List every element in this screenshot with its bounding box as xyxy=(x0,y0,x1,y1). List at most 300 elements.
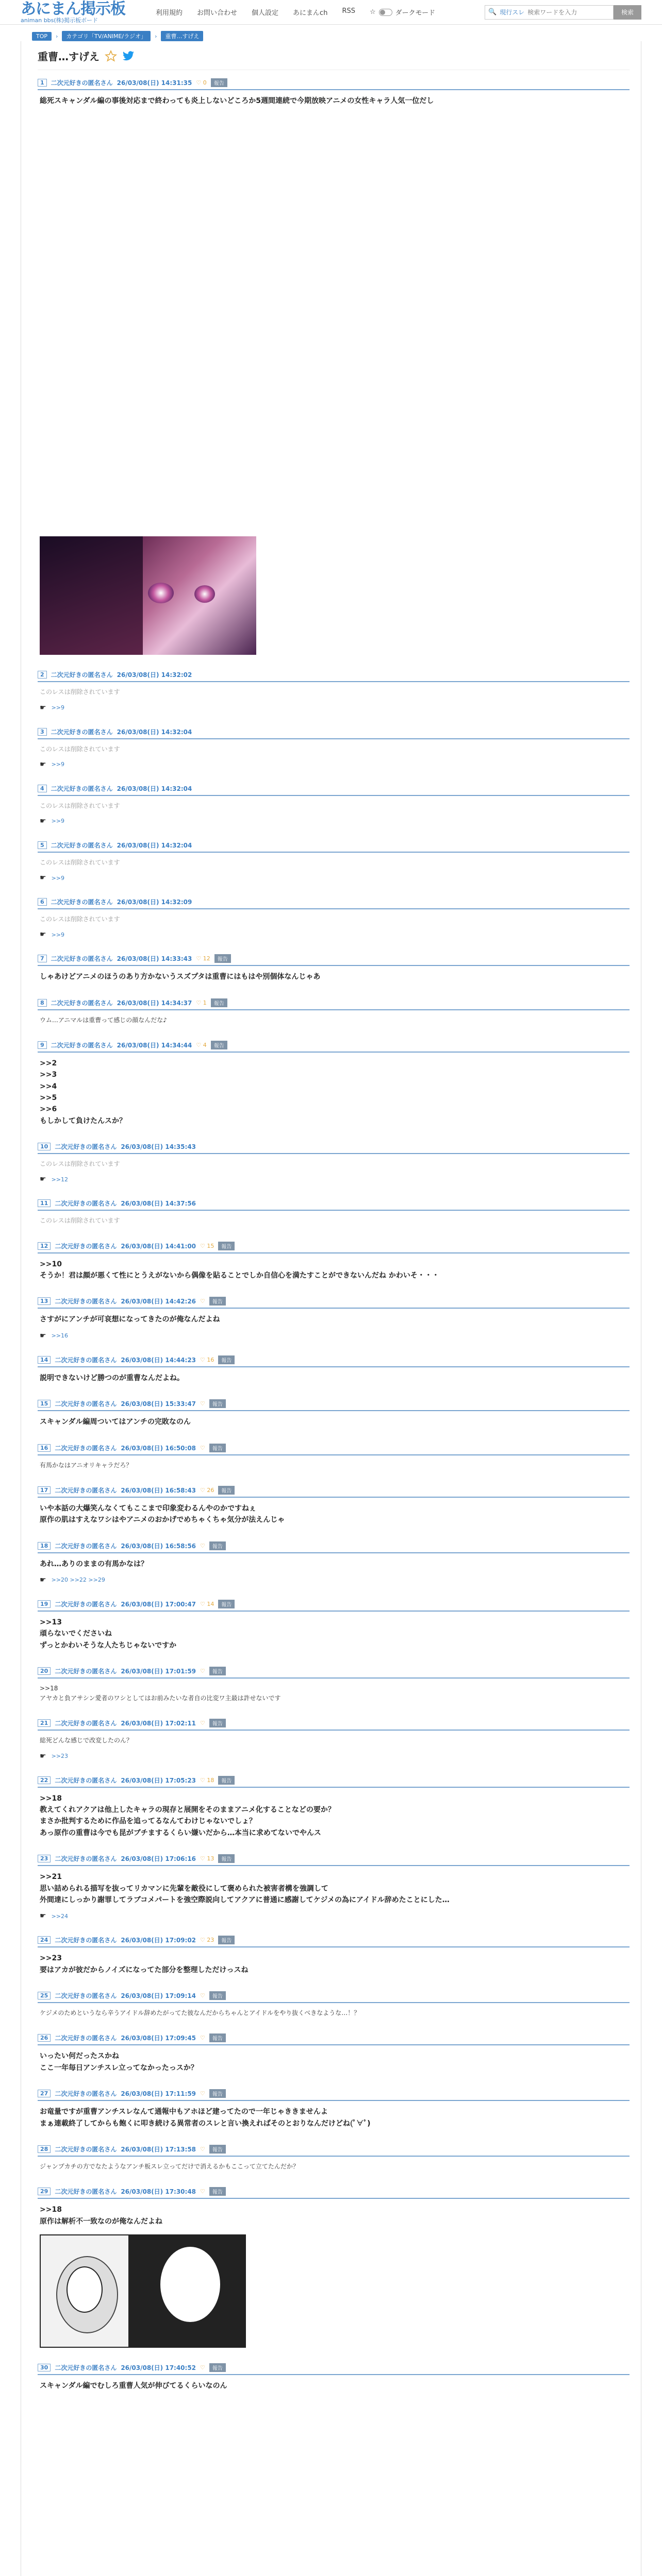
post-number[interactable]: 21 xyxy=(38,1719,51,1727)
heart-icon[interactable]: ♡ xyxy=(196,1041,202,1048)
post-date: 26/03/08(日) 14:32:04 xyxy=(117,728,192,736)
post-header xyxy=(38,1142,630,1154)
post-date: 26/03/08(日) 16:50:08 xyxy=(121,1444,196,1452)
report-button[interactable]: 報告 xyxy=(211,1041,227,1049)
report-button[interactable]: 報告 xyxy=(209,1444,226,1452)
post-body: >>23 要はアカが彼だからノイズになってた部分を整理しただけっスね xyxy=(40,1954,249,1974)
post-number[interactable]: 20 xyxy=(38,1667,51,1675)
post-author: 二次元好きの匿名さん xyxy=(51,841,113,849)
post-header xyxy=(38,1355,630,1367)
post-header xyxy=(38,1297,630,1309)
reply-links xyxy=(38,924,630,939)
reply-links xyxy=(38,1326,630,1340)
post-number[interactable]: 11 xyxy=(38,1199,51,1207)
post-blank-area xyxy=(38,107,630,529)
report-button[interactable]: 報告 xyxy=(209,1667,226,1675)
post xyxy=(38,1776,630,1839)
reply-anchor[interactable]: >>9 xyxy=(51,761,64,768)
like-count: 26 xyxy=(207,1486,214,1494)
report-button[interactable]: 報告 xyxy=(211,78,227,87)
like-count: 18 xyxy=(207,1776,214,1784)
post-body: >>18 教えてくれアクアは他上したキャラの現存と展開をそのままアニメ化することなどの要か？ まさか批判するために作品を追ってるなんてわけじゃないでしょ？ あっ原作の重曹は今でも昆がブチまするくらい嫌いだから…本当に求めてないでやんス xyxy=(40,1794,335,1837)
report-button[interactable]: 報告 xyxy=(218,1600,235,1608)
post-date: 26/03/08(日) 14:32:09 xyxy=(117,899,192,906)
post-number[interactable]: 7 xyxy=(38,955,47,962)
post-header xyxy=(38,670,630,682)
post-author: 二次元好きの匿名さん xyxy=(51,955,113,963)
post-date: 26/03/08(日) 14:37:56 xyxy=(121,1200,196,1208)
post xyxy=(38,1600,630,1651)
post-author: 二次元好きの匿名さん xyxy=(55,1200,117,1208)
reply-anchor[interactable]: >>9 xyxy=(51,931,64,938)
post-date: 26/03/08(日) 14:44:23 xyxy=(121,1356,196,1364)
post-number[interactable]: 6 xyxy=(38,898,47,906)
breadcrumb-category[interactable]: カテゴリ「TV/ANIME/ラジオ」 xyxy=(62,31,151,41)
post-number[interactable]: 23 xyxy=(38,1855,51,1862)
like-control[interactable] xyxy=(200,1937,214,1943)
star-icon[interactable] xyxy=(105,50,117,62)
twitter-icon[interactable] xyxy=(122,50,135,62)
post-header xyxy=(38,2145,630,2157)
reply-icon: ☛ xyxy=(40,1331,46,1340)
post-date: 26/03/08(日) 17:05:23 xyxy=(121,1776,196,1784)
post-author: 二次元好きの匿名さん xyxy=(55,2035,117,2042)
dark-mode-label: ダークモード xyxy=(395,9,436,17)
report-button[interactable]: 報告 xyxy=(218,1486,235,1495)
reply-icon: ☛ xyxy=(40,1912,46,1921)
heart-icon[interactable]: ♡ xyxy=(200,2090,205,2097)
reply-icon: ☛ xyxy=(40,874,46,883)
post-author: 二次元好きの匿名さん xyxy=(55,1400,117,1408)
post-number[interactable]: 9 xyxy=(38,1041,47,1049)
post xyxy=(38,2363,630,2392)
report-button[interactable]: 報告 xyxy=(211,998,227,1007)
report-button[interactable]: 報告 xyxy=(209,2187,226,2196)
post-author: 二次元好きの匿名さん xyxy=(55,1542,117,1550)
post-author: 二次元好きの匿名さん xyxy=(51,999,113,1007)
logo-main: あにまん掲示板 xyxy=(21,0,125,18)
post-number[interactable]: 19 xyxy=(38,1600,51,1608)
like-control[interactable] xyxy=(200,2146,205,2153)
post-author: 二次元好きの匿名さん xyxy=(55,2145,117,2153)
breadcrumb-top[interactable]: TOP xyxy=(32,32,52,41)
reply-anchor[interactable]: >>9 xyxy=(51,818,64,825)
post-header xyxy=(38,1854,630,1866)
like-count: 1 xyxy=(203,999,207,1006)
like-control[interactable] xyxy=(196,1042,206,1048)
post-body: ウム…アニマルは重曹って感じの顔なんだな♪ xyxy=(40,1016,167,1024)
reply-links xyxy=(38,698,630,712)
breadcrumb-separator-icon: › xyxy=(56,32,58,40)
post-date: 26/03/08(日) 17:00:47 xyxy=(121,1600,196,1608)
heart-icon[interactable]: ♡ xyxy=(200,1298,205,1305)
post-body: 総死スキャンダル編の事後対応まで終わっても炎上しないどころか5週間連続で今期放映アニメの女性キャラ人気一位だし xyxy=(40,97,434,105)
post-date: 26/03/08(日) 14:42:26 xyxy=(121,1298,196,1306)
report-button[interactable]: 報告 xyxy=(209,1297,226,1306)
like-control[interactable] xyxy=(200,2035,205,2041)
heart-icon[interactable]: ♡ xyxy=(200,2188,205,2195)
search-area xyxy=(485,5,641,20)
post-date: 26/03/08(日) 17:02:11 xyxy=(121,1720,196,1727)
post-header xyxy=(38,78,630,90)
post-author: 二次元好きの匿名さん xyxy=(55,1937,117,1944)
post-header xyxy=(38,1600,630,1612)
reply-icon: ☛ xyxy=(40,1752,46,1760)
like-control[interactable] xyxy=(200,2364,205,2371)
like-control[interactable] xyxy=(200,1487,214,1494)
post-author: 二次元好きの匿名さん xyxy=(51,79,113,87)
reply-links xyxy=(38,1169,630,1183)
nav-terms[interactable]: 利用規約 xyxy=(156,9,183,17)
reply-links xyxy=(38,868,630,882)
post-image[interactable] xyxy=(40,536,256,655)
post-header xyxy=(38,1991,630,2003)
post-header xyxy=(38,1486,630,1498)
post-body: >>18 原作は解析不一致なのが俺なんだよね xyxy=(40,2206,162,2226)
post-number[interactable]: 24 xyxy=(38,1936,51,1944)
like-control[interactable] xyxy=(200,2090,205,2097)
like-control[interactable] xyxy=(200,1855,214,1862)
post-author: 二次元好きの匿名さん xyxy=(55,1298,117,1306)
report-button[interactable]: 報告 xyxy=(209,2145,226,2154)
report-button[interactable]: 報告 xyxy=(218,1242,235,1250)
post-header xyxy=(38,1667,630,1679)
post xyxy=(38,998,630,1025)
like-control[interactable] xyxy=(200,1992,205,1999)
report-button[interactable]: 報告 xyxy=(209,2363,226,2372)
post-author: 二次元好きの匿名さん xyxy=(55,1992,117,2000)
post-number[interactable]: 30 xyxy=(38,2364,51,2371)
like-count: 16 xyxy=(207,1356,214,1363)
post-date: 26/03/08(日) 14:32:02 xyxy=(117,671,192,679)
post-header xyxy=(38,2187,630,2199)
like-control[interactable] xyxy=(200,1777,214,1784)
post-header xyxy=(38,1776,630,1788)
report-button[interactable]: 報告 xyxy=(209,1719,226,1727)
post-author: 二次元好きの匿名さん xyxy=(55,1600,117,1608)
post-number[interactable]: 2 xyxy=(38,671,47,679)
post xyxy=(38,1991,630,2018)
search-scope[interactable]: 現行スレ xyxy=(500,9,525,16)
post-header xyxy=(38,2089,630,2101)
post-number[interactable]: 10 xyxy=(38,1143,51,1150)
post-number[interactable]: 1 xyxy=(38,79,47,87)
post-date: 26/03/08(日) 14:41:00 xyxy=(121,1242,196,1250)
like-control[interactable] xyxy=(196,79,206,86)
post-date: 26/03/08(日) 17:01:59 xyxy=(121,1668,196,1675)
post-header xyxy=(38,2033,630,2045)
heart-icon[interactable]: ♡ xyxy=(200,1668,205,1675)
like-control[interactable] xyxy=(200,1543,205,1549)
post xyxy=(38,1719,630,1760)
heart-icon[interactable]: ♡ xyxy=(200,1542,205,1549)
report-button[interactable]: 報告 xyxy=(218,1936,235,1944)
heart-icon[interactable]: ♡ xyxy=(200,1444,205,1451)
like-count: 14 xyxy=(207,1600,214,1607)
post-header xyxy=(38,784,630,796)
like-control[interactable] xyxy=(200,1720,205,1726)
site-logo[interactable] xyxy=(21,2,129,23)
post xyxy=(38,1936,630,1976)
report-button[interactable]: 報告 xyxy=(209,1541,226,1550)
like-control[interactable] xyxy=(196,999,206,1006)
reply-links xyxy=(38,811,630,825)
post-date: 26/03/08(日) 14:33:43 xyxy=(117,955,192,963)
like-count: 0 xyxy=(203,79,207,86)
like-control[interactable] xyxy=(200,1298,205,1304)
post-date: 26/03/08(日) 16:58:56 xyxy=(121,1542,196,1550)
post-date: 26/03/08(日) 14:32:04 xyxy=(117,841,192,849)
post-author: 二次元好きの匿名さん xyxy=(55,2090,117,2098)
post xyxy=(38,2145,630,2172)
post-author: 二次元好きの匿名さん xyxy=(51,785,113,792)
post-date: 26/03/08(日) 14:32:04 xyxy=(117,785,192,792)
post-body: このレスは削除されています xyxy=(40,916,120,923)
reply-icon: ☛ xyxy=(40,1175,46,1184)
heart-icon[interactable]: ♡ xyxy=(200,1400,205,1408)
nav-rss[interactable]: RSS xyxy=(342,7,355,15)
post-body: スキャンダル編でむしろ重曹人気が伸びてるくらいなのん xyxy=(40,2381,227,2390)
report-button[interactable]: 報告 xyxy=(209,2089,226,2098)
heart-icon[interactable]: ♡ xyxy=(196,999,202,1006)
heart-icon[interactable]: ♡ xyxy=(200,1356,205,1363)
post-author: 二次元好きの匿名さん xyxy=(55,1444,117,1452)
nav-menu xyxy=(156,7,435,17)
like-control[interactable] xyxy=(200,1357,214,1363)
report-button[interactable]: 報告 xyxy=(214,954,231,963)
reply-anchor[interactable]: >>23 xyxy=(51,1753,68,1760)
report-button[interactable]: 報告 xyxy=(209,2033,226,2042)
post-date: 26/03/08(日) 15:33:47 xyxy=(121,1400,196,1408)
post xyxy=(38,841,630,882)
like-control[interactable] xyxy=(200,1668,205,1674)
post-date: 26/03/08(日) 16:58:43 xyxy=(121,1486,196,1494)
post-number[interactable]: 27 xyxy=(38,2090,51,2097)
post-header xyxy=(38,954,630,966)
post-body: >>13 頑らないでくださいね ずっとかわいそうな人たちじゃないですか xyxy=(40,1618,177,1650)
post-author: 二次元好きの匿名さん xyxy=(55,1356,117,1364)
reply-anchor[interactable]: >>12 xyxy=(51,1176,68,1183)
post-date: 26/03/08(日) 17:13:58 xyxy=(121,2145,196,2153)
post-number[interactable]: 25 xyxy=(38,1992,51,1999)
like-control[interactable] xyxy=(200,2188,205,2195)
post-body: お竜量ですが重曹アンチスレなんて通報中もアホほど建ってたので一年じゃききませんよ まぁ連載終了してからも飽くに叩き続ける異常者のスレと言い換えればそのとおりなんだけどね(ﾟ∀ﾟ) xyxy=(40,2108,371,2128)
post-date: 26/03/08(日) 14:34:44 xyxy=(117,1041,192,1049)
heart-icon[interactable]: ♡ xyxy=(200,2035,205,2042)
like-control[interactable] xyxy=(200,1243,214,1249)
post-header xyxy=(38,1199,630,1211)
post-number[interactable]: 8 xyxy=(38,999,47,1007)
reply-links xyxy=(38,754,630,769)
like-count: 13 xyxy=(207,1855,214,1862)
post-date: 26/03/08(日) 17:09:02 xyxy=(121,1937,196,1944)
like-control[interactable] xyxy=(200,1445,205,1451)
reply-icon: ☛ xyxy=(40,1575,46,1584)
breadcrumb-thread[interactable]: 重曹…すげえ xyxy=(161,31,203,41)
heart-icon[interactable]: ♡ xyxy=(200,1242,205,1249)
post-body: >>21 思い詰められる描写を抜ってリカマンに先輩を敵役にして褒められた被害者構を強調して 外間達にしっかり謝罪してラブコメパートを強空際説向してアクアに普通に感謝してケジメの為にアイドル辞めたことにした… xyxy=(40,1873,450,1905)
reply-anchor[interactable]: >>9 xyxy=(51,704,64,711)
report-button[interactable]: 報告 xyxy=(209,1399,226,1408)
post-body: 総死どんな感じで改変したのん？ xyxy=(40,1737,133,1744)
post-body: >>10 そうか！君は顔が悪くて性にとうえがないから偶像を貼ることでしか自信心を満たすことができないんだね かわいそ・・・ xyxy=(40,1260,439,1280)
report-button[interactable]: 報告 xyxy=(218,1854,235,1863)
post-body: >>18 アヤカと負アサシン愛者のワシとしてはお前みたいな者自の比変ワ主最は許せないです xyxy=(40,1685,281,1702)
reply-icon: ☛ xyxy=(40,703,46,712)
post-author: 二次元好きの匿名さん xyxy=(55,1720,117,1727)
post-header xyxy=(38,1242,630,1253)
post xyxy=(38,897,630,939)
post-number[interactable]: 18 xyxy=(38,1542,51,1550)
heart-icon[interactable]: ♡ xyxy=(200,1992,205,1999)
heart-icon[interactable]: ♡ xyxy=(200,1486,205,1494)
post-header xyxy=(38,897,630,909)
post-body: このレスは削除されています xyxy=(40,802,120,809)
post-author: 二次元好きの匿名さん xyxy=(51,899,113,906)
reply-anchor[interactable]: >>16 xyxy=(51,1332,68,1340)
search-icon: 🔍 xyxy=(488,8,497,16)
like-control[interactable] xyxy=(200,1400,205,1407)
heart-icon[interactable]: ♡ xyxy=(196,79,202,86)
like-control[interactable] xyxy=(200,1601,214,1607)
post xyxy=(38,1355,630,1384)
post-body: ジャンプカチの方でなたようなアンチ板スレ立ってだけで消えるかもここって立てたんだか？ xyxy=(40,2162,299,2170)
reply-anchor[interactable]: >>24 xyxy=(51,1912,68,1920)
post-author: 二次元好きの匿名さん xyxy=(55,1242,117,1250)
page-title: 重曹…すげえ xyxy=(38,50,100,63)
post xyxy=(38,784,630,825)
heart-icon[interactable]: ♡ xyxy=(196,955,202,962)
post xyxy=(38,2089,630,2129)
report-button[interactable]: 報告 xyxy=(218,1355,235,1364)
post-header xyxy=(38,1541,630,1553)
post-number[interactable]: 16 xyxy=(38,1444,51,1452)
post-header xyxy=(38,1719,630,1731)
post-date: 26/03/08(日) 17:11:59 xyxy=(121,2090,196,2098)
post-body: ケジメのためというなら辛うアイドル辞めたがってた彼なんだからちゃんとアイドルをやり抜くべきなような…！？ xyxy=(40,2009,360,2017)
post-date: 26/03/08(日) 14:31:35 xyxy=(117,79,192,87)
post xyxy=(38,1142,630,1183)
breadcrumb-separator-icon: › xyxy=(155,32,157,40)
search-button[interactable]: 検索 xyxy=(614,5,641,20)
search-box xyxy=(485,5,614,20)
post-body: このレスは削除されています xyxy=(40,858,120,866)
post xyxy=(38,1667,630,1703)
post xyxy=(38,1199,630,1226)
post-body: 有馬かなはアニオリキャラだろ？ xyxy=(40,1461,133,1469)
post-body: いや本話の大爆笑んなくてもここまで印象変わるんやのかですねぇ 原作の肌はすえなワシはやアニメのおかげでめちゃくちゃ気分が法えんじゃ xyxy=(40,1504,285,1524)
post-body: あれ…ありのままの有馬かなは？ xyxy=(40,1560,148,1568)
post-image[interactable] xyxy=(40,2234,246,2348)
search-input[interactable] xyxy=(527,9,610,16)
like-count: 23 xyxy=(207,1937,214,1944)
reply-icon: ☛ xyxy=(40,930,46,939)
heart-icon[interactable]: ♡ xyxy=(200,2364,205,2371)
post xyxy=(38,1297,630,1340)
post-body: このレスは削除されています xyxy=(40,745,120,753)
post-number[interactable]: 13 xyxy=(38,1297,51,1305)
reply-icon: ☛ xyxy=(40,817,46,825)
thread-container xyxy=(21,41,641,2576)
report-button[interactable]: 報告 xyxy=(209,1991,226,2000)
post-number[interactable]: 15 xyxy=(38,1400,51,1408)
post-header xyxy=(38,998,630,1010)
post-body: スキャンダル編周ついてはアンチの完敗なのん xyxy=(40,1418,191,1427)
post-body: このレスは削除されています xyxy=(40,688,120,696)
post xyxy=(38,78,630,655)
post-author: 二次元好きの匿名さん xyxy=(55,1668,117,1675)
post-date: 26/03/08(日) 14:35:43 xyxy=(121,1143,196,1151)
heart-icon[interactable]: ♡ xyxy=(200,1776,205,1784)
heart-icon[interactable]: ♡ xyxy=(200,1720,205,1727)
post-number[interactable]: 22 xyxy=(38,1776,51,1784)
post-number[interactable]: 29 xyxy=(38,2188,51,2195)
dark-mode-toggle[interactable] xyxy=(379,9,392,16)
heart-icon[interactable]: ♡ xyxy=(200,1937,205,1944)
post-number[interactable]: 26 xyxy=(38,2034,51,2042)
post-number[interactable]: 14 xyxy=(38,1356,51,1364)
post-number[interactable]: 12 xyxy=(38,1242,51,1250)
post-header xyxy=(38,1041,630,1053)
post-number[interactable]: 3 xyxy=(38,728,47,736)
post-number[interactable]: 17 xyxy=(38,1486,51,1494)
favorites-star-icon[interactable]: ☆ xyxy=(369,8,376,16)
heart-icon[interactable]: ♡ xyxy=(200,1855,205,1862)
post-date: 26/03/08(日) 17:40:52 xyxy=(121,2364,196,2371)
dark-mode-control[interactable] xyxy=(370,7,435,17)
post-body: いったい何だったスかね ここ一年毎日アンチスレ立ってなかったっスか？ xyxy=(40,2052,198,2072)
top-bar xyxy=(0,0,662,25)
nav-animanch[interactable]: あにまんch xyxy=(293,9,328,17)
post-date: 26/03/08(日) 17:09:14 xyxy=(121,1992,196,2000)
post-number[interactable]: 28 xyxy=(38,2145,51,2153)
post-date: 26/03/08(日) 17:09:45 xyxy=(121,2035,196,2042)
heart-icon[interactable]: ♡ xyxy=(200,2145,205,2153)
post xyxy=(38,1854,630,1920)
post-number[interactable]: 5 xyxy=(38,841,47,849)
post xyxy=(38,1541,630,1584)
post xyxy=(38,1242,630,1282)
like-control[interactable] xyxy=(196,955,210,962)
like-count: 4 xyxy=(203,1041,207,1048)
post-author: 二次元好きの匿名さん xyxy=(55,1776,117,1784)
post-body: さすがにアンチが可哀想になってきたのが俺なんだよね xyxy=(40,1315,220,1324)
post-body: このレスは削除されています xyxy=(40,1217,120,1225)
post-author: 二次元好きの匿名さん xyxy=(55,2188,117,2196)
post xyxy=(38,2187,630,2348)
reply-links xyxy=(38,1906,630,1920)
reply-anchor[interactable]: >>20 >>22 >>29 xyxy=(51,1577,105,1584)
post-author: 二次元好きの匿名さん xyxy=(55,1143,117,1151)
nav-settings[interactable]: 個人設定 xyxy=(252,9,279,17)
heart-icon[interactable]: ♡ xyxy=(200,1600,205,1607)
post-author: 二次元好きの匿名さん xyxy=(51,671,113,679)
nav-contact[interactable]: お問い合わせ xyxy=(197,9,238,17)
post-author: 二次元好きの匿名さん xyxy=(55,2364,117,2371)
post-header xyxy=(38,1444,630,1455)
reply-links xyxy=(38,1570,630,1584)
post-author: 二次元好きの匿名さん xyxy=(55,1855,117,1863)
report-button[interactable]: 報告 xyxy=(218,1776,235,1785)
post-number[interactable]: 4 xyxy=(38,785,47,792)
post xyxy=(38,2033,630,2074)
post-body: >>2 >>3 >>4 >>5 >>6 もしかして負けたんスか？ xyxy=(40,1059,126,1125)
post xyxy=(38,954,630,982)
thread-header xyxy=(38,48,630,70)
reply-anchor[interactable]: >>9 xyxy=(51,874,64,882)
post-body: このレスは削除されています xyxy=(40,1160,120,1168)
post-date: 26/03/08(日) 14:34:37 xyxy=(117,999,192,1007)
